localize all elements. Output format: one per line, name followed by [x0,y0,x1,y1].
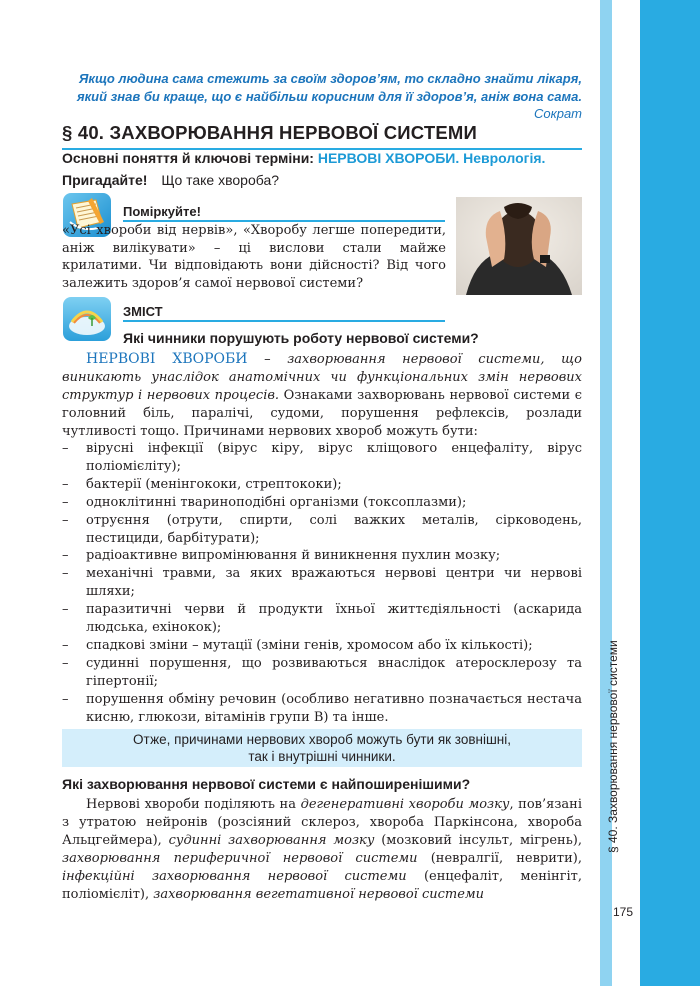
recall-label: Пригадайте! [62,172,148,188]
content-rule [123,320,445,322]
dash: – [62,655,69,671]
dash: – [62,637,69,653]
list-item: – механічні травми, за яких вражаються нервові центри чи нервові шляхи; [62,566,582,600]
question-heading-1: Які чинники порушують роботу нервової системи? [123,330,479,346]
epigraph-line-1: Якщо людина сама стежить за своїм здоров’ям, то складно знайти лікаря, [78,71,582,86]
key-terms-label: Основні поняття й ключові терміни: [62,150,314,166]
list-item: – отруєння (отрути, спирти, солі важких металів, сірководень, пестициди, барбітурати); [62,512,582,546]
summary-line-1: Отже, причинами нервових хвороб можуть бути як зовнішні, [132,732,511,747]
summary-box [62,729,582,767]
think-text: «Усі хвороби від нервів», «Хворобу легше попередити, аніж вилікувати» – ці вислови стали майже крилатими. Чи відповідають вони дійсності? Від чого залежить здоров’я самої нервової системи? [62,223,446,291]
summary-line-2: так і внутрішні чинники. [248,749,396,764]
question-heading-2: Які захворювання нервової системи є найпоширенішими? [62,776,471,792]
list-item: – радіоактивне випромінювання й виникнення пухлин мозку; [62,548,501,564]
side-bar-dark [640,0,700,986]
dash: – [62,548,69,564]
stressed-person-photo [456,197,582,295]
content-icon [62,296,112,342]
dash: – [62,602,69,618]
causes-list [62,440,582,727]
list-item: – спадкові зміни – мутації (зміни генів, хромосом або їх кількості); [62,637,533,653]
running-head: § 40. Захворювання нервової системи [606,640,620,853]
dash: – [62,512,69,528]
paragraph-types: Нервові хвороби поділяють на дегенеративні хвороби мозку, пов’язані з утратою нейронів (розсіяний склероз, хвороба Паркінсона, хвороба Альцгеймера), судинні захворювання мозку (мозковий інсульт, мігрень), захворювання периферичної нервової системи (невралгії, неврити), інфекційні захворювання нервової системи (енцефаліт, менінгіт, поліомієліт), захворювання вегетативної нервової системи [62,797,582,902]
paragraph-1-rest: Ознаками захворювань нервової системи є головний біль, паралічі, судоми, порушення рефлексів, розлади чутливості тощо. Причинами нервових хвороб можуть бути: [62,387,582,439]
list-item: – паразитичні черви й продукти їхньої життєдіяльності (аскарида людська, ехінокок); [62,602,582,636]
key-terms: НЕРВОВІ ХВОРОБИ. Неврологія. [317,150,546,166]
recall-line [62,172,279,188]
section-title: § 40. ЗАХВОРЮВАННЯ НЕРВОВОЇ СИСТЕМИ [62,122,478,143]
term-nervous-diseases: НЕРВОВІ ХВОРОБИ [86,351,248,367]
dash: – [62,494,69,510]
epigraph [60,70,582,123]
list-item: – судинні порушення, що розвиваються внаслідок атеросклерозу та гіпертонії; [62,655,582,689]
recall-question: Що таке хвороба? [161,172,280,188]
dash: – [62,441,69,456]
epigraph-author: Сократ [533,106,582,121]
list-item: – бактерії (менінгококи, стрептококи); [62,476,342,492]
think-heading: Поміркуйте! [123,204,201,219]
paragraph-definition [62,351,582,441]
epigraph-line-2: який знав би краще, що є найбільш корисним для її здоров’я, аніж вона сама. [76,88,582,104]
dash: – [62,566,69,582]
definition-text: – захворювання нервової системи, що виникають унаслідок анатомічних чи функціональних змін нервових структур і нервових процесів. [62,352,582,403]
list-item: – вірусні інфекції (вірус кіру, вірус кліщового енцефаліту, вірус поліомієліту); [62,441,582,474]
list-item: – одноклітинні тваринoподібні організми (токсоплазми); [62,494,467,510]
content-heading: ЗМІСТ [123,304,163,319]
dash: – [62,691,69,707]
key-terms-line [62,150,545,166]
dash: – [62,476,69,492]
page-number: 175 [613,905,634,919]
list-item: – порушення обміну речовин (особливо негативно позначається нестача кисню, глюкози, вітамінів групи В) та інше. [62,691,582,725]
